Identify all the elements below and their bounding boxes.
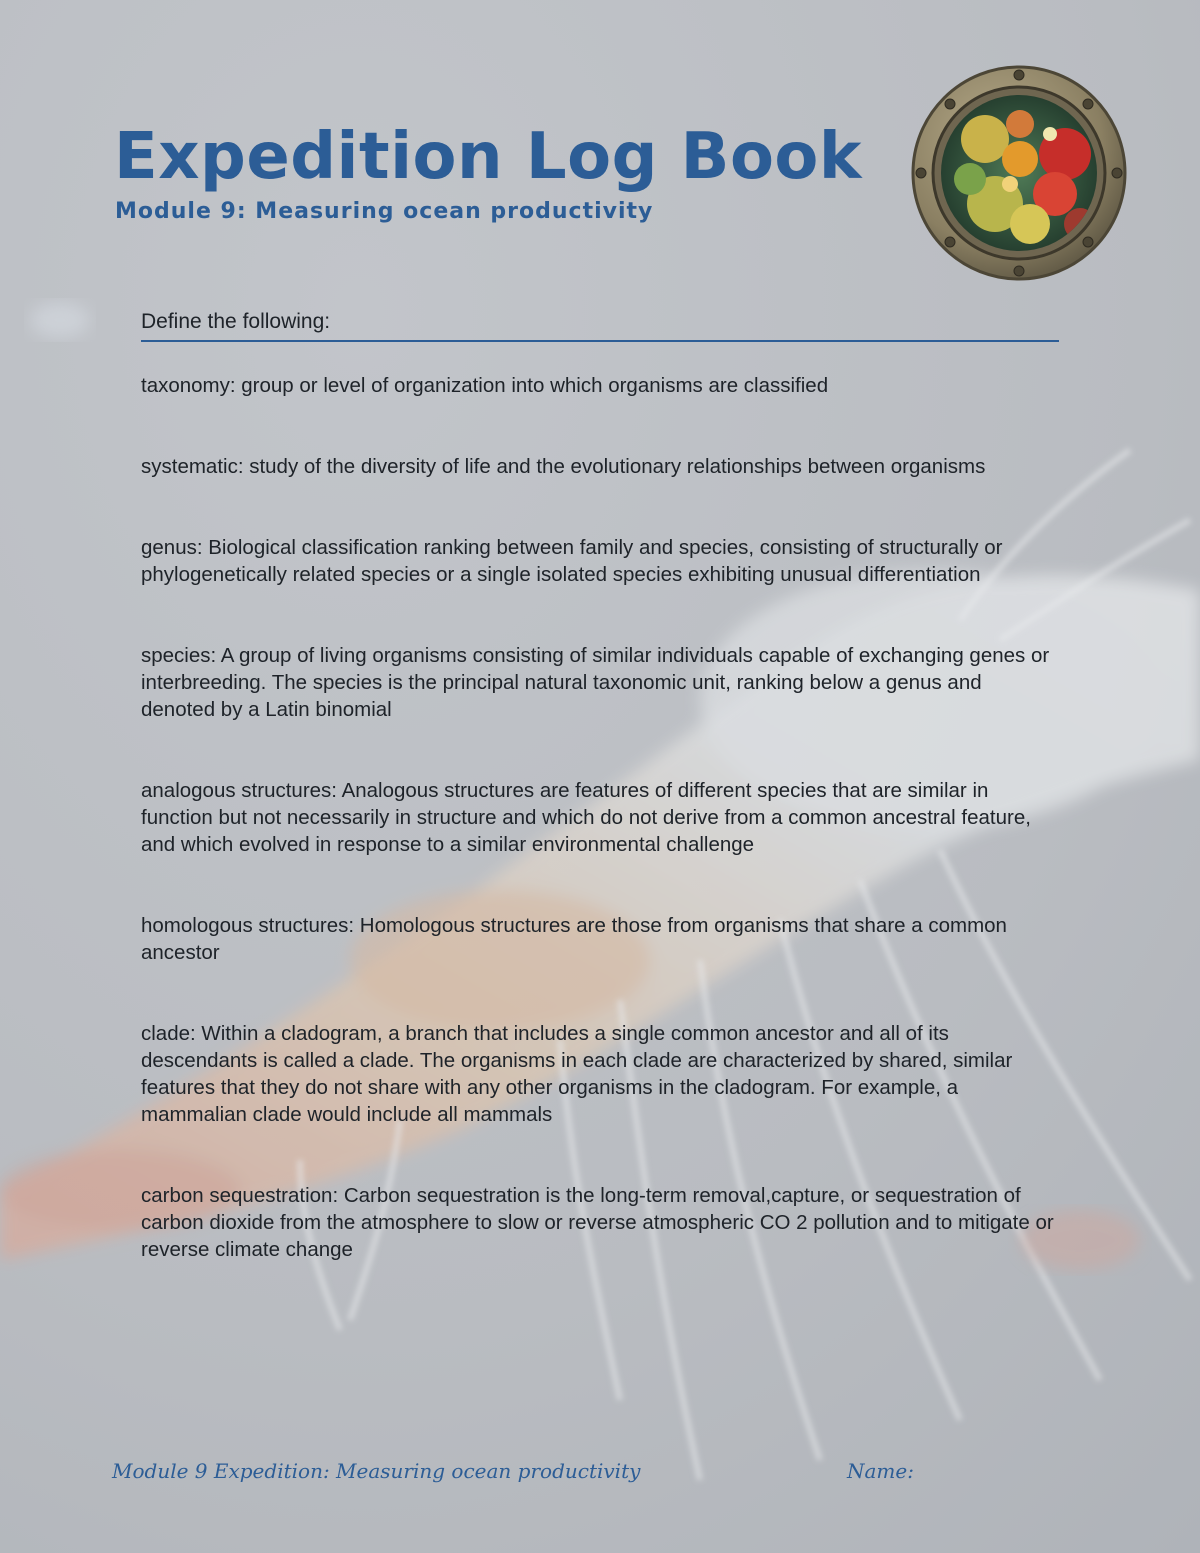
term-taxonomy: taxonomy: group or level of organization into which organisms are classified (141, 374, 829, 397)
definitions-prompt: Define the following: (141, 310, 331, 333)
page-subtitle: Module 9: Measuring ocean productivity (115, 199, 654, 224)
footer-module-title: Module 9 Expedition: Measuring ocean productivity (112, 1459, 641, 1483)
prompt-divider (141, 340, 1059, 342)
footer-name-label: Name: (847, 1459, 914, 1483)
term-systematic: systematic: study of the diversity of life and the evolutionary relationships between organisms (141, 455, 986, 478)
term-carbon-sequestration: carbon sequestration: Carbon sequestration is the long-term removal,capture, or sequestration of carbon dioxide from the atmosphere to slow or reverse atmospheric CO 2 pollution and to mitigate or reverse climate change (141, 1184, 1054, 1261)
porthole-icon (910, 64, 1128, 282)
definitions-section (141, 308, 1059, 1263)
term-homologous-structures: homologous structures: Homologous structures are those from organisms that share a common ancestor (141, 914, 1007, 964)
page-title: Expedition Log Book (114, 120, 862, 194)
term-clade: clade: Within a cladogram, a branch that includes a single common ancestor and all of its descendants is called a clade. The organisms in each clade are characterized by shared, similar features that they do not share with any other organisms in the cladogram. For example, a mammalian clade would include all mammals (141, 1022, 1013, 1126)
term-genus: genus: Biological classification ranking between family and species, consisting of structurally or phylogenetically related species or a single isolated species exhibiting unusual differentiation (141, 536, 1003, 586)
term-analogous-structures: analogous structures: Analogous structures are features of different species that are similar in function but not necessarily in structure and which do not derive from a common ancestral feature, and which evolved in response to a similar environmental challenge (141, 779, 1031, 856)
term-species: species: A group of living organisms consisting of similar individuals capable of exchanging genes or interbreeding. The species is the principal natural taxonomic unit, ranking below a genus and denoted by a Latin binomial (141, 644, 1050, 721)
